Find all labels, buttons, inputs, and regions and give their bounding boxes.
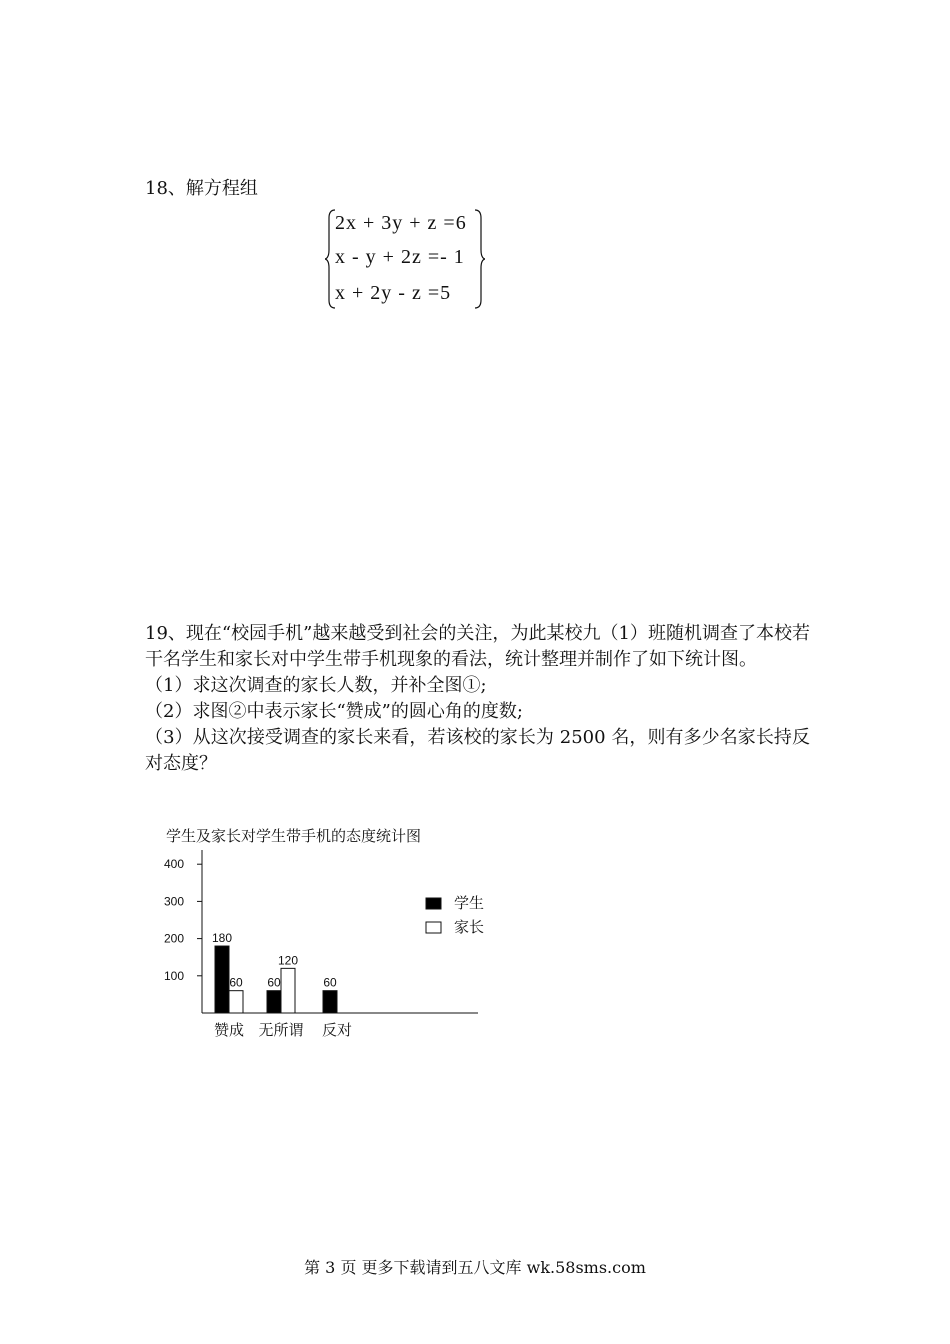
- question-19-intro: 19、现在“校园手机”越来越受到社会的关注，为此某校九（1）班随机调查了本校若干名学生和家长对中学生带手机现象的看法，统计整理并制作了如下统计图。: [145, 623, 810, 670]
- question-19-part1: （1）求这次调查的家长人数，并补全图①;: [145, 675, 487, 696]
- equation-system: [325, 206, 485, 312]
- data-label: 60: [323, 975, 337, 990]
- y-tick-label: 400: [163, 857, 184, 872]
- equation-3: x + 2y - z =5: [335, 282, 452, 304]
- question-19-part3: （3）从这次接受调查的家长来看，若该校的家长为 2500 名，则有多少名家长持反对态度？: [145, 727, 810, 774]
- legend-label: 家长: [454, 919, 485, 936]
- equation-2: x - y + 2z =- 1: [335, 246, 465, 268]
- bar-student: [267, 991, 281, 1013]
- bar-student: [323, 991, 337, 1013]
- x-category-label: 反对: [321, 1022, 353, 1039]
- attitude-bar-chart: [150, 820, 510, 1050]
- legend-swatch-parent: [426, 922, 441, 933]
- question-19: [145, 621, 810, 777]
- chart-title: 学生及家长对学生带手机的态度统计图: [166, 828, 422, 845]
- bar-parent: [229, 991, 243, 1013]
- page-footer: 第 3 页 更多下载请到五八文库 wk.58sms.com: [304, 1258, 646, 1277]
- legend-label: 学生: [454, 895, 485, 912]
- legend-swatch-student: [426, 898, 441, 909]
- question-19-part2: （2）求图②中表示家长“赞成”的圆心角的度数;: [145, 701, 523, 722]
- x-category-label: 赞成: [213, 1022, 245, 1039]
- equation-1: 2x + 3y + z =6: [335, 212, 467, 234]
- data-label: 60: [267, 975, 281, 990]
- question-18-title: 18、解方程组: [145, 178, 258, 199]
- data-label: 60: [229, 975, 243, 990]
- data-label: 120: [277, 953, 299, 968]
- y-tick-label: 100: [163, 968, 184, 983]
- bar-parent: [281, 968, 295, 1013]
- x-category-label: 无所谓: [258, 1022, 304, 1039]
- y-tick-label: 300: [163, 894, 184, 909]
- y-tick-label: 200: [163, 931, 184, 946]
- bar-student: [215, 946, 229, 1013]
- data-label: 180: [211, 931, 233, 946]
